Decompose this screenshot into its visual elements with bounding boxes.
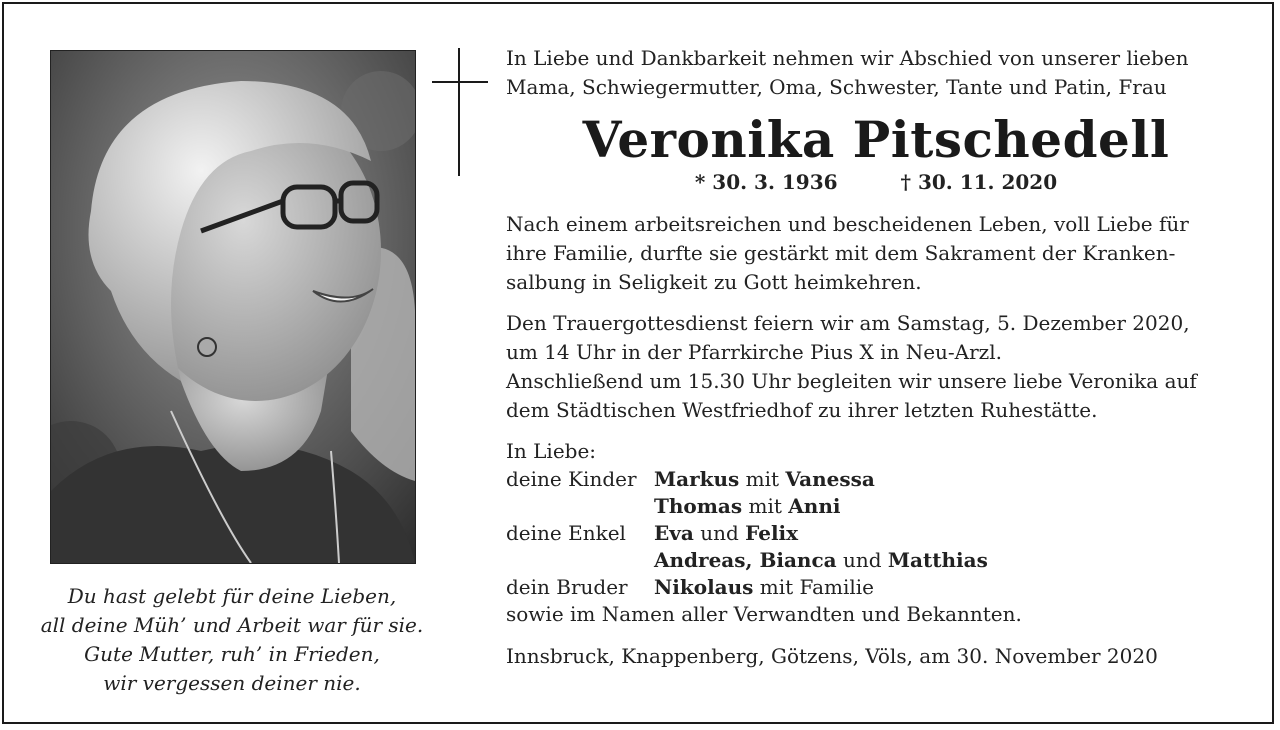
funeral-paragraph bbox=[506, 309, 1246, 425]
relation-label: deine Kinder bbox=[506, 467, 637, 491]
mourner-name: Andreas, Bianca bbox=[654, 548, 837, 572]
poem-line: Du hast gelebt für deine Lieben, bbox=[67, 584, 397, 608]
paragraph-line: Nach einem arbeitsreichen und bescheidenen Leben, voll Liebe für bbox=[506, 212, 1189, 236]
death-date: † 30. 11. 2020 bbox=[900, 170, 1058, 194]
mourner-name: Vanessa bbox=[785, 467, 875, 491]
intro-line: In Liebe und Dankbarkeit nehmen wir Abschied von unserer lieben bbox=[506, 46, 1189, 70]
mourner-row bbox=[506, 466, 1246, 493]
mourner-name: Thomas bbox=[654, 494, 743, 518]
obituary-text bbox=[506, 44, 1246, 671]
mourner-name: Nikolaus bbox=[654, 575, 754, 599]
connector-text: mit Familie bbox=[759, 575, 874, 599]
connector-text: mit bbox=[748, 494, 782, 518]
mourner-name: Anni bbox=[788, 494, 841, 518]
obituary-frame bbox=[2, 2, 1274, 724]
poem-line: all deine Müh’ und Arbeit war für sie. bbox=[40, 613, 424, 637]
paragraph-line: um 14 Uhr in der Pfarrkirche Pius X in Neu-Arzl. bbox=[506, 340, 1002, 364]
life-dates bbox=[506, 168, 1246, 196]
portrait-photo-icon bbox=[51, 51, 415, 563]
connector-text: mit bbox=[745, 467, 780, 491]
relation-label: dein Bruder bbox=[506, 575, 628, 599]
mourner-name: Felix bbox=[745, 521, 799, 545]
mourners-list bbox=[506, 466, 1246, 628]
mourner-name: Eva bbox=[654, 521, 694, 545]
paragraph-line: Anschließend um 15.30 Uhr begleiten wir unsere liebe Veronika auf bbox=[506, 369, 1197, 393]
paragraph-line: ihre Familie, durfte sie gestärkt mit dem Sakrament der Kranken- bbox=[506, 241, 1176, 265]
mourner-name: Matthias bbox=[887, 548, 988, 572]
paragraph-line: salbung in Seligkeit zu Gott heimkehren. bbox=[506, 270, 922, 294]
in-liebe-heading: In Liebe: bbox=[506, 439, 597, 463]
connector-text: und bbox=[700, 521, 739, 545]
mourner-row bbox=[506, 547, 1246, 574]
cross-icon bbox=[432, 48, 488, 178]
paragraph-line: Den Trauergottesdienst feiern wir am Samstag, 5. Dezember 2020, bbox=[506, 311, 1190, 335]
mourner-row bbox=[506, 493, 1246, 520]
mourner-row bbox=[506, 520, 1246, 547]
place-and-date: Innsbruck, Knappenberg, Götzens, Völs, am 30. November 2020 bbox=[506, 644, 1158, 668]
paragraph-line: dem Städtischen Westfriedhof zu ihrer letzten Ruhestätte. bbox=[506, 398, 1098, 422]
portrait-photo bbox=[50, 50, 416, 564]
memorial-poem bbox=[22, 582, 442, 698]
poem-line: wir vergessen deiner nie. bbox=[103, 671, 361, 695]
relation-label: deine Enkel bbox=[506, 521, 626, 545]
mourner-name: Markus bbox=[654, 467, 740, 491]
intro-line: Mama, Schwiegermutter, Oma, Schwester, Tante und Patin, Frau bbox=[506, 75, 1167, 99]
mourner-row bbox=[506, 574, 1246, 601]
connector-text: und bbox=[842, 548, 882, 572]
birth-date: * 30. 3. 1936 bbox=[694, 170, 838, 194]
poem-line: Gute Mutter, ruh’ in Frieden, bbox=[84, 642, 380, 666]
intro-text bbox=[506, 44, 1246, 102]
relatives-line: sowie im Namen aller Verwandten und Bekannten. bbox=[506, 602, 1022, 626]
life-paragraph bbox=[506, 210, 1246, 297]
deceased-name: Veronika Pitschedell bbox=[582, 110, 1170, 169]
